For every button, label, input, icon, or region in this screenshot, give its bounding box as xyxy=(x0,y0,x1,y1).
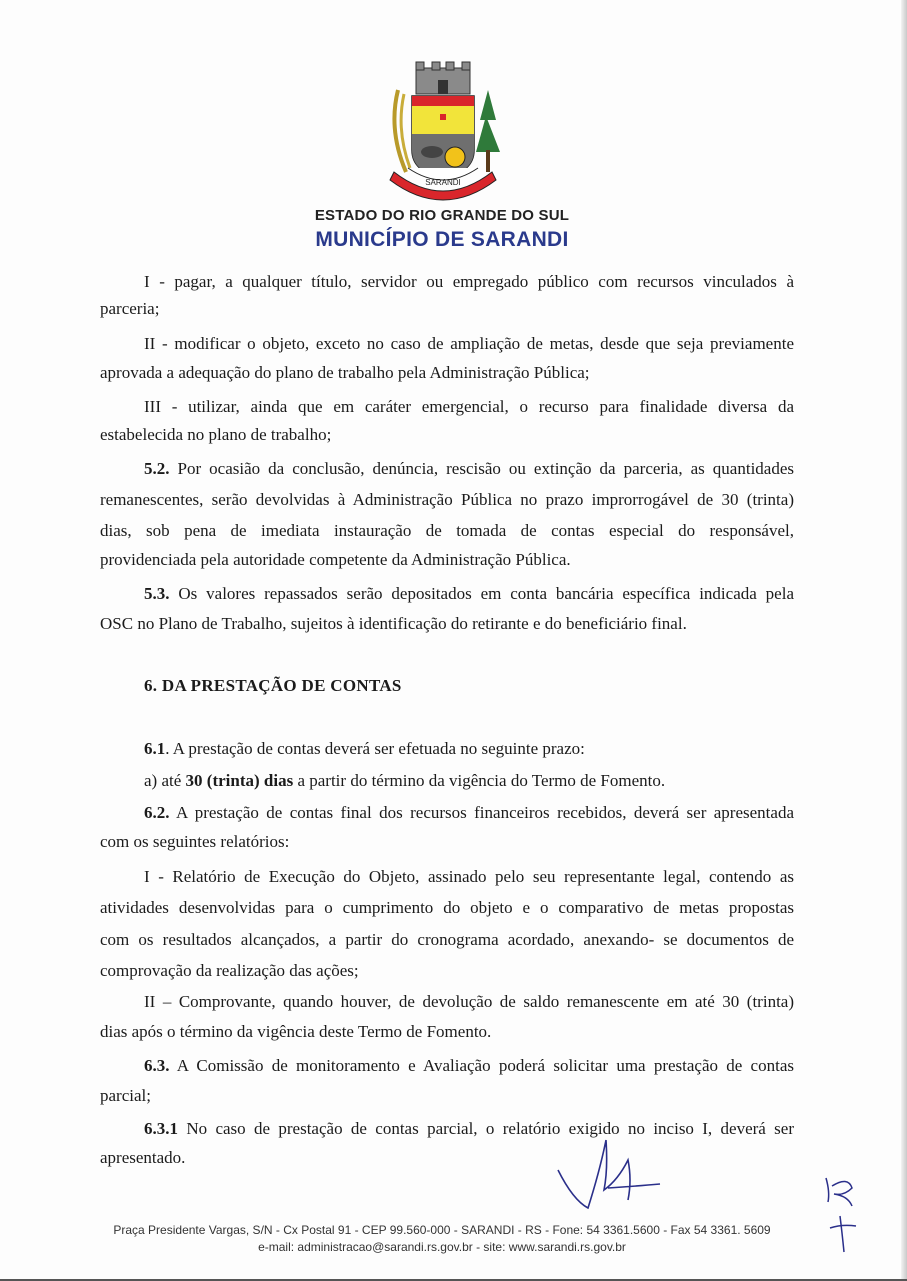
paragraph-line: III - utilizar, ainda que em caráter emergencial, o recurso para finalidade diversa da xyxy=(144,397,794,416)
paragraph-line: parcial; xyxy=(100,1086,151,1105)
page-edge-shadow xyxy=(901,0,907,1281)
paragraph-line: II - modificar o objeto, exceto no caso de ampliação de metas, desde que seja previamente xyxy=(144,334,794,353)
paragraph-line: providenciada pela autoridade competente da Administração Pública. xyxy=(100,550,571,569)
paragraph-line: apresentado. xyxy=(100,1148,186,1167)
paragraph-line: 5.2. Por ocasião da conclusão, denúncia, rescisão ou extinção da parceria, as quantidades xyxy=(144,459,794,478)
paragraph-line: com os seguintes relatórios: xyxy=(100,832,290,851)
footer-contact: e-mail: administracao@sarandi.rs.gov.br - site: www.sarandi.rs.gov.br xyxy=(258,1240,626,1254)
municipality-heading: MUNICÍPIO DE SARANDI xyxy=(315,228,569,251)
signature-icon xyxy=(548,1130,668,1220)
paragraph-line: a) até 30 (trinta) dias a partir do término da vigência do Termo de Fomento. xyxy=(144,771,666,790)
paragraph-line: I - Relatório de Execução do Objeto, assinado pelo seu representante legal, contendo as xyxy=(144,867,794,886)
paragraph-line: II – Comprovante, quando houver, de devolução de saldo remanescente em até 30 (trinta) xyxy=(144,992,794,1011)
paragraph-line: dias, sob pena de imediata instauração de tomada de contas especial do responsável, xyxy=(100,521,794,540)
section-heading: 6. DA PRESTAÇÃO DE CONTAS xyxy=(144,676,402,695)
crest-label: SARANDI xyxy=(425,178,461,187)
paragraph-line: I - pagar, a qualquer título, servidor ou empregado público com recursos vinculados à xyxy=(144,272,794,291)
paragraph-line: dias após o término da vigência deste Termo de Fomento. xyxy=(100,1022,492,1041)
paragraph-line: 6.2. A prestação de contas final dos recursos financeiros recebidos, deverá ser apresentada xyxy=(144,803,794,822)
paragraph-line: comprovação da realização das ações; xyxy=(100,961,359,980)
paragraph-line: 6.3.1 No caso de prestação de contas parcial, o relatório exigido no inciso I, deverá ser xyxy=(144,1119,794,1138)
paragraph-line: com os resultados alcançados, a partir do cronograma acordado, anexando- se documentos de xyxy=(100,930,794,949)
paragraph-line: OSC no Plano de Trabalho, sujeitos à identificação do retirante e do beneficiário final. xyxy=(100,614,687,633)
paragraph-line: estabelecida no plano de trabalho; xyxy=(100,425,332,444)
state-heading: ESTADO DO RIO GRANDE DO SUL xyxy=(314,207,570,224)
paragraph-line: parceria; xyxy=(100,299,160,318)
paragraph-line: remanescentes, serão devolvidas à Administração Pública no prazo improrrogável de 30 (trinta) xyxy=(100,490,794,509)
coat-of-arms-icon xyxy=(380,60,506,210)
footer-address: Praça Presidente Vargas, S/N - Cx Postal 91 - CEP 99.560-000 - SARANDI - RS - Fone: 54 3361.5600 - Fax 54 3361. 5609 xyxy=(113,1223,771,1237)
paragraph-line: aprovada a adequação do plano de trabalho pela Administração Pública; xyxy=(100,363,590,382)
paragraph-line: 5.3. Os valores repassados serão depositados em conta bancária específica indicada pela xyxy=(144,584,794,603)
paragraph-line: 6.3. A Comissão de monitoramento e Avaliação poderá solicitar uma prestação de contas xyxy=(144,1056,794,1075)
paragraph-line: 6.1. A prestação de contas deverá ser efetuada no seguinte prazo: xyxy=(144,739,585,758)
paragraph-line: atividades desenvolvidas para o cumprimento do objeto e o comparativo de metas propostas xyxy=(100,898,794,917)
